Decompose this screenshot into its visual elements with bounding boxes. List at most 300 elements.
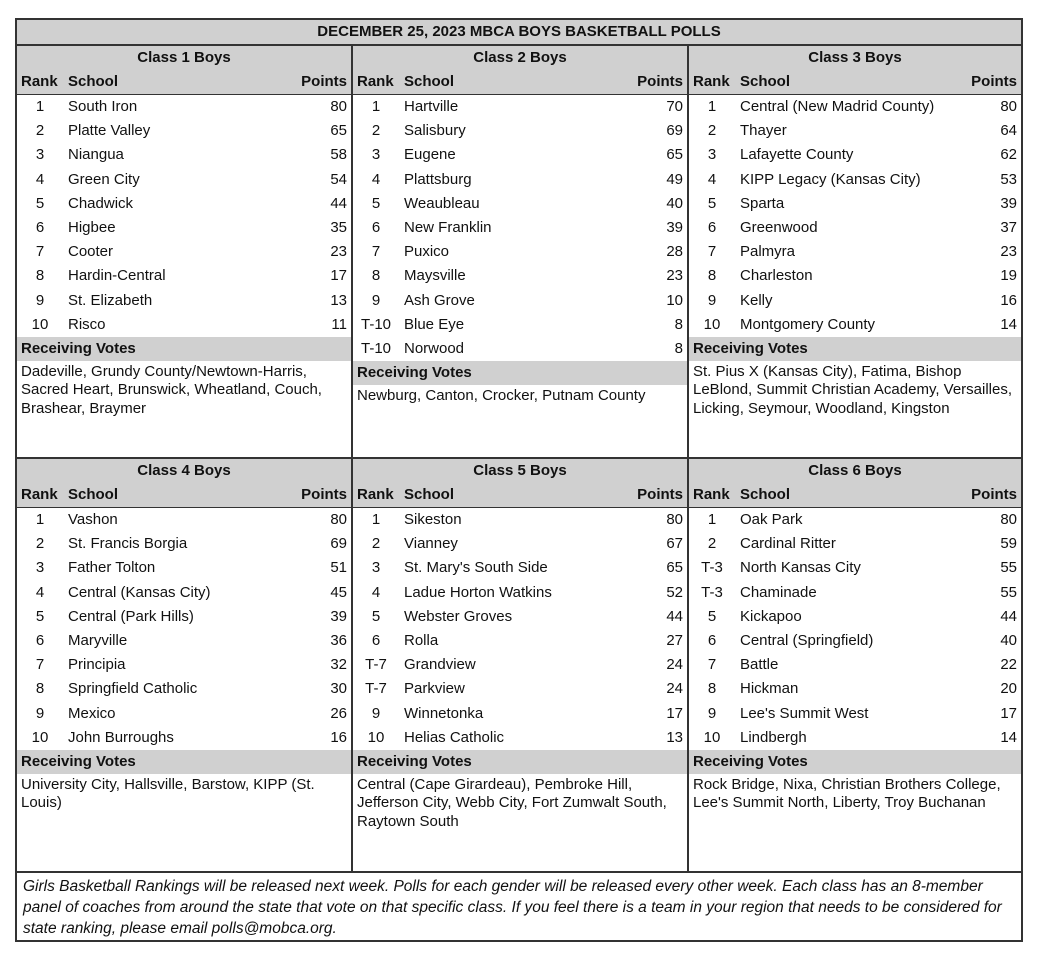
column-headers: [17, 483, 351, 507]
team-points: 80: [330, 511, 347, 528]
team-school: Green City: [68, 170, 140, 188]
rank-header: Rank: [693, 486, 730, 503]
table-row: [353, 119, 687, 143]
team-school: Battle: [740, 656, 779, 674]
team-rank: 8: [35, 680, 45, 698]
team-points: 55: [1000, 559, 1017, 577]
ranking-list: [17, 507, 351, 750]
team-rank: 10: [703, 728, 721, 746]
points-header: Points: [301, 73, 347, 90]
team-rank: T-7: [365, 680, 387, 698]
table-row: [689, 264, 1021, 288]
team-points: 58: [330, 146, 347, 164]
team-school: Sikeston: [404, 511, 462, 528]
team-points: 40: [666, 194, 683, 212]
polls-table: [15, 18, 1023, 942]
team-school: South Iron: [68, 98, 138, 115]
table-row: [689, 702, 1021, 726]
table-row: [353, 581, 687, 605]
team-school: Hardin-Central: [68, 267, 166, 285]
team-school: Chadwick: [68, 194, 134, 212]
team-points: 62: [1000, 146, 1017, 164]
team-rank: 2: [707, 122, 717, 140]
receiving-votes-header: Receiving Votes: [17, 337, 351, 361]
team-points: 39: [666, 218, 683, 236]
team-points: 13: [666, 728, 683, 746]
team-school: Helias Catholic: [404, 728, 505, 746]
team-points: 80: [1000, 511, 1017, 528]
class-panel: [689, 459, 1021, 873]
table-row: [17, 556, 351, 580]
team-points: 44: [666, 607, 683, 625]
school-header: School: [740, 486, 791, 503]
table-row: [689, 95, 1021, 119]
team-school: Kelly: [740, 291, 773, 309]
team-points: 45: [330, 583, 347, 601]
table-row: [689, 629, 1021, 653]
team-rank: 9: [707, 291, 717, 309]
table-row: [353, 605, 687, 629]
team-school: Platte Valley: [68, 122, 151, 140]
team-points: 39: [330, 607, 347, 625]
table-row: [17, 313, 351, 337]
team-points: 65: [666, 559, 683, 577]
team-points: 51: [330, 559, 347, 577]
team-rank: 2: [371, 122, 381, 140]
team-rank: T-10: [360, 315, 391, 333]
table-row: [17, 508, 351, 532]
team-rank: 8: [35, 267, 45, 285]
receiving-votes-list: University City, Hallsville, Barstow, KIPP (St. Louis): [21, 775, 315, 812]
table-row: [353, 532, 687, 556]
team-school: Lindbergh: [740, 728, 807, 746]
rank-header: Rank: [693, 73, 730, 90]
team-points: 52: [666, 583, 683, 601]
team-rank: 3: [371, 146, 381, 164]
receiving-votes-header: Receiving Votes: [689, 337, 1021, 361]
team-rank: 4: [371, 583, 381, 601]
team-points: 59: [1000, 535, 1017, 553]
table-row: [353, 216, 687, 240]
team-points: 36: [330, 631, 347, 649]
team-school: Plattsburg: [404, 170, 472, 188]
team-points: 67: [666, 535, 683, 553]
team-rank: 3: [35, 559, 45, 577]
points-header: Points: [637, 486, 683, 503]
table-row: [689, 216, 1021, 240]
table-row: [17, 726, 351, 750]
team-rank: T-7: [365, 656, 387, 674]
school-header: School: [68, 73, 119, 90]
team-points: 17: [330, 267, 347, 285]
team-points: 44: [1000, 607, 1017, 625]
team-rank: 6: [371, 218, 381, 236]
table-row: [353, 556, 687, 580]
team-school: Maryville: [68, 631, 128, 649]
team-rank: 4: [707, 170, 717, 188]
receiving-votes-list: Rock Bridge, Nixa, Christian Brothers College, Lee's Summit North, Liberty, Troy Buchanan: [693, 775, 1001, 812]
table-row: [353, 508, 687, 532]
team-school: Ladue Horton Watkins: [404, 583, 552, 601]
table-row: [689, 653, 1021, 677]
column-headers: [17, 70, 351, 94]
team-points: 8: [674, 315, 683, 333]
ranking-list: [689, 94, 1021, 337]
team-points: 26: [330, 704, 347, 722]
team-points: 13: [330, 291, 347, 309]
table-row: [689, 726, 1021, 750]
table-row: [17, 216, 351, 240]
team-points: 22: [1000, 656, 1017, 674]
team-school: Hartville: [404, 98, 459, 115]
class-title: Class 2 Boys: [473, 49, 567, 66]
school-header: School: [740, 73, 791, 90]
team-school: Palmyra: [740, 243, 796, 261]
ranking-list: [353, 94, 687, 361]
team-school: Ash Grove: [404, 291, 475, 309]
footer-note: Girls Basketball Rankings will be released next week. Polls for each gender will be released every other week. Each class has an 8-member panel of coaches from around the state that vote on that specific class. If you feel there is a team in your region that needs to be considered for state ranking, please email polls@mobca.org.: [23, 878, 1002, 937]
table-row: [17, 653, 351, 677]
class-header: [353, 459, 687, 507]
class-panel: [353, 459, 689, 873]
receiving-votes-header: Receiving Votes: [353, 750, 687, 774]
team-school: Greenwood: [740, 218, 818, 236]
team-school: Cooter: [68, 243, 114, 261]
team-school: St. Elizabeth: [68, 291, 153, 309]
team-school: Cardinal Ritter: [740, 535, 836, 553]
team-school: Higbee: [68, 218, 116, 236]
team-rank: 9: [371, 704, 381, 722]
team-rank: 9: [35, 291, 45, 309]
team-school: Central (New Madrid County): [740, 98, 935, 115]
class-title: Class 3 Boys: [808, 49, 902, 66]
team-rank: 1: [371, 98, 381, 115]
team-points: 24: [666, 680, 683, 698]
team-rank: 10: [367, 728, 385, 746]
class-header: [17, 46, 351, 94]
team-school: Springfield Catholic: [68, 680, 198, 698]
team-rank: 5: [35, 607, 45, 625]
table-row: [689, 143, 1021, 167]
class-header: [353, 46, 687, 94]
points-header: Points: [971, 73, 1017, 90]
team-points: 65: [666, 146, 683, 164]
team-rank: 2: [371, 535, 381, 553]
team-points: 14: [1000, 728, 1017, 746]
team-points: 14: [1000, 315, 1017, 333]
table-row: [17, 289, 351, 313]
table-row: [17, 240, 351, 264]
table-row: [689, 240, 1021, 264]
class-title: Class 6 Boys: [808, 462, 902, 479]
ranking-list: [17, 94, 351, 337]
team-school: Norwood: [404, 339, 465, 357]
team-points: 30: [330, 680, 347, 698]
ranking-list: [353, 507, 687, 750]
team-rank: 3: [35, 146, 45, 164]
team-points: 28: [666, 243, 683, 261]
team-rank: 5: [707, 607, 717, 625]
table-row: [353, 702, 687, 726]
table-row: [17, 192, 351, 216]
team-points: 65: [330, 122, 347, 140]
column-headers: [689, 483, 1021, 507]
team-school: St. Mary's South Side: [404, 559, 548, 577]
team-school: Thayer: [740, 122, 787, 140]
team-rank: 9: [707, 704, 717, 722]
points-header: Points: [301, 486, 347, 503]
table-row: [353, 677, 687, 701]
team-rank: 5: [35, 194, 45, 212]
class-panel: [17, 459, 353, 873]
team-rank: 1: [371, 511, 381, 528]
rank-header: Rank: [21, 73, 58, 90]
rank-header: Rank: [21, 486, 58, 503]
team-rank: 7: [35, 243, 45, 261]
team-points: 64: [1000, 122, 1017, 140]
team-school: North Kansas City: [740, 559, 861, 577]
team-school: Winnetonka: [404, 704, 484, 722]
team-points: 39: [1000, 194, 1017, 212]
table-row: [689, 192, 1021, 216]
team-school: Central (Kansas City): [68, 583, 211, 601]
team-rank: 3: [371, 559, 381, 577]
table-row: [689, 313, 1021, 337]
table-row: [17, 702, 351, 726]
team-school: KIPP Legacy (Kansas City): [740, 170, 921, 188]
team-points: 17: [1000, 704, 1017, 722]
poll-title: DECEMBER 25, 2023 MBCA BOYS BASKETBALL POLLS: [17, 20, 1021, 46]
table-row: [17, 581, 351, 605]
team-points: 70: [666, 98, 683, 115]
team-rank: 2: [707, 535, 717, 553]
table-row: [17, 168, 351, 192]
team-points: 10: [666, 291, 683, 309]
team-points: 80: [666, 511, 683, 528]
team-school: Weaubleau: [404, 194, 480, 212]
table-row: [689, 677, 1021, 701]
table-row: [17, 629, 351, 653]
ranking-list: [689, 507, 1021, 750]
team-points: 19: [1000, 267, 1017, 285]
class-panel: [689, 46, 1021, 459]
table-row: [353, 168, 687, 192]
team-rank: 4: [35, 583, 45, 601]
team-school: Maysville: [404, 267, 466, 285]
school-header: School: [68, 486, 119, 503]
class-header: [689, 459, 1021, 507]
team-points: 8: [674, 339, 683, 357]
table-row: [689, 581, 1021, 605]
team-school: Central (Springfield): [740, 631, 874, 649]
team-rank: 6: [371, 631, 381, 649]
table-row: [17, 532, 351, 556]
team-rank: 6: [707, 631, 717, 649]
receiving-votes-list: St. Pius X (Kansas City), Fatima, Bishop LeBlond, Summit Christian Academy, Versailles, Licking, Seymour, Woodland, Kingston: [693, 362, 1013, 417]
team-school: Kickapoo: [740, 607, 802, 625]
team-rank: 5: [707, 194, 717, 212]
receiving-votes-header: Receiving Votes: [17, 750, 351, 774]
team-rank: 4: [35, 170, 45, 188]
table-row: [353, 653, 687, 677]
team-points: 23: [330, 243, 347, 261]
team-rank: 10: [703, 315, 721, 333]
team-rank: 6: [35, 631, 45, 649]
table-row: [353, 264, 687, 288]
table-row: [353, 313, 687, 337]
class-header: [689, 46, 1021, 94]
team-rank: 1: [707, 98, 717, 115]
team-points: 69: [666, 122, 683, 140]
team-points: 40: [1000, 631, 1017, 649]
team-points: 24: [666, 656, 683, 674]
team-rank: 7: [371, 243, 381, 261]
team-school: Parkview: [404, 680, 465, 698]
team-points: 20: [1000, 680, 1017, 698]
table-row: [353, 337, 687, 361]
team-points: 23: [666, 267, 683, 285]
receiving-votes-header: Receiving Votes: [353, 361, 687, 385]
class-title: Class 5 Boys: [473, 462, 567, 479]
team-points: 80: [330, 98, 347, 115]
receiving-votes-header: Receiving Votes: [689, 750, 1021, 774]
team-points: 32: [330, 656, 347, 674]
team-rank: 6: [35, 218, 45, 236]
column-headers: [689, 70, 1021, 94]
table-row: [353, 240, 687, 264]
team-points: 69: [330, 535, 347, 553]
team-rank: 8: [371, 267, 381, 285]
rank-header: Rank: [357, 486, 394, 503]
team-points: 37: [1000, 218, 1017, 236]
column-headers: [353, 70, 687, 94]
team-rank: 9: [35, 704, 45, 722]
team-points: 44: [330, 194, 347, 212]
points-header: Points: [971, 486, 1017, 503]
team-rank: 1: [707, 511, 717, 528]
class-header: [17, 459, 351, 507]
points-header: Points: [637, 73, 683, 90]
team-school: Chaminade: [740, 583, 817, 601]
team-school: Webster Groves: [404, 607, 513, 625]
team-rank: 1: [35, 98, 45, 115]
team-school: Vianney: [404, 535, 458, 553]
team-rank: 6: [707, 218, 717, 236]
table-row: [689, 289, 1021, 313]
team-points: 55: [1000, 583, 1017, 601]
team-school: Lee's Summit West: [740, 704, 869, 722]
table-row: [353, 629, 687, 653]
table-row: [353, 192, 687, 216]
team-school: St. Francis Borgia: [68, 535, 188, 553]
team-school: John Burroughs: [68, 728, 174, 746]
team-school: Central (Park Hills): [68, 607, 194, 625]
team-rank: 9: [371, 291, 381, 309]
team-school: Rolla: [404, 631, 439, 649]
team-rank: T-3: [701, 583, 723, 601]
team-rank: T-3: [701, 559, 723, 577]
team-school: Principia: [68, 656, 126, 674]
team-points: 54: [330, 170, 347, 188]
team-rank: 4: [371, 170, 381, 188]
team-school: Grandview: [404, 656, 476, 674]
team-rank: 10: [31, 315, 49, 333]
team-rank: 1: [35, 511, 45, 528]
column-headers: [353, 483, 687, 507]
table-row: [353, 143, 687, 167]
team-points: 35: [330, 218, 347, 236]
receiving-votes-list: Central (Cape Girardeau), Pembroke Hill, Jefferson City, Webb City, Fort Zumwalt South, Raytown South: [357, 775, 667, 830]
team-school: Puxico: [404, 243, 450, 261]
table-row: [689, 532, 1021, 556]
team-school: Niangua: [68, 146, 124, 164]
school-header: School: [404, 486, 455, 503]
team-points: 16: [1000, 291, 1017, 309]
team-school: Vashon: [68, 511, 118, 528]
team-school: Blue Eye: [404, 315, 465, 333]
team-rank: 8: [707, 680, 717, 698]
team-school: Montgomery County: [740, 315, 876, 333]
table-row: [17, 605, 351, 629]
class-panel: [353, 46, 689, 459]
team-points: 17: [666, 704, 683, 722]
team-points: 53: [1000, 170, 1017, 188]
team-rank: 7: [707, 656, 717, 674]
team-school: Eugene: [404, 146, 456, 164]
class-title: Class 1 Boys: [137, 49, 231, 66]
team-school: Lafayette County: [740, 146, 854, 164]
table-row: [17, 95, 351, 119]
team-rank: 2: [35, 122, 45, 140]
school-header: School: [404, 73, 455, 90]
team-points: 23: [1000, 243, 1017, 261]
team-rank: 7: [707, 243, 717, 261]
table-row: [17, 677, 351, 701]
table-row: [689, 508, 1021, 532]
receiving-votes-list: Dadeville, Grundy County/Newtown-Harris, Sacred Heart, Brunswick, Wheatland, Couch, Brashear, Braymer: [21, 362, 322, 417]
table-row: [353, 95, 687, 119]
team-points: 27: [666, 631, 683, 649]
class-panel: [17, 46, 353, 459]
team-rank: 8: [707, 267, 717, 285]
team-rank: 10: [31, 728, 49, 746]
table-row: [17, 264, 351, 288]
team-points: 80: [1000, 98, 1017, 115]
team-school: Risco: [68, 315, 106, 333]
table-row: [689, 605, 1021, 629]
team-rank: 3: [707, 146, 717, 164]
table-row: [353, 726, 687, 750]
rank-header: Rank: [357, 73, 394, 90]
table-row: [353, 289, 687, 313]
team-rank: 5: [371, 607, 381, 625]
team-school: New Franklin: [404, 218, 492, 236]
team-school: Mexico: [68, 704, 116, 722]
team-school: Oak Park: [740, 511, 803, 528]
table-row: [17, 119, 351, 143]
team-rank: 7: [35, 656, 45, 674]
team-school: Hickman: [740, 680, 799, 698]
team-points: 49: [666, 170, 683, 188]
team-school: Salisbury: [404, 122, 466, 140]
team-school: Charleston: [740, 267, 813, 285]
table-row: [689, 168, 1021, 192]
team-rank: T-10: [360, 339, 391, 357]
team-rank: 5: [371, 194, 381, 212]
table-row: [689, 556, 1021, 580]
receiving-votes-list: Newburg, Canton, Crocker, Putnam County: [357, 387, 646, 405]
class-title: Class 4 Boys: [137, 462, 231, 479]
